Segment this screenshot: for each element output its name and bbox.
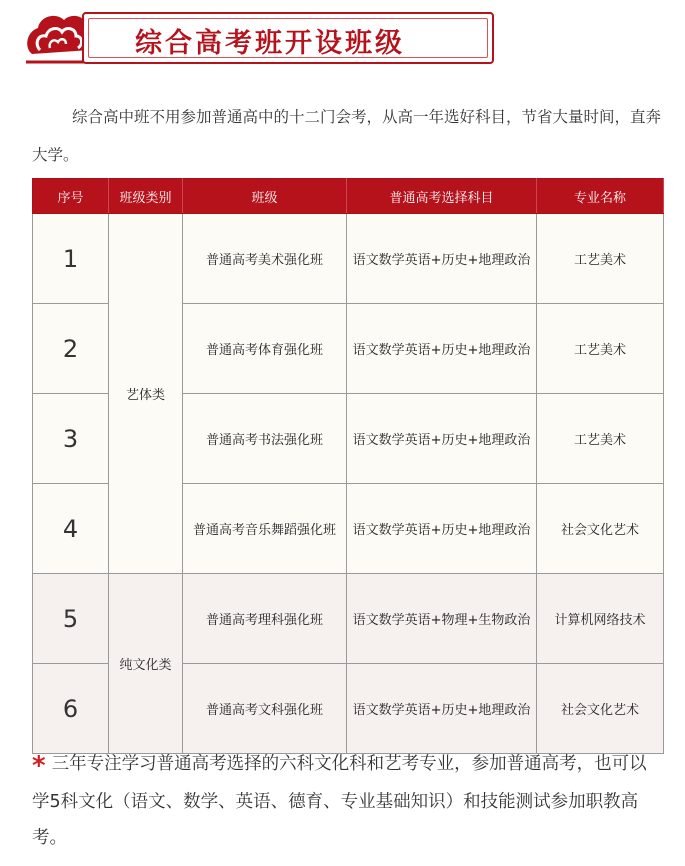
- intro-text: 综合高中班不用参加普通高中的十二门会考，从高一年选好科目，节省大量时间，直奔大学。: [32, 108, 662, 164]
- header-cell-subjects: 普通高考选择科目: [347, 179, 537, 214]
- major-cell: 社会文化艺术: [537, 664, 664, 754]
- major-cell: 社会文化艺术: [537, 484, 664, 574]
- asterisk-icon: *: [32, 751, 46, 781]
- class-name-cell: 普通高考音乐舞蹈强化班: [183, 484, 347, 574]
- header-cell-major: 专业名称: [537, 179, 664, 214]
- category-cell: 艺体类: [109, 214, 183, 574]
- row-number: 4: [33, 484, 109, 574]
- banner-title: 综合高考班开设班级: [135, 27, 405, 59]
- table-row: [33, 574, 664, 664]
- subjects-cell: 语文数学英语+历史+地理政治: [347, 664, 537, 754]
- row-number: 1: [33, 214, 109, 304]
- footnote: [32, 746, 664, 856]
- header-cell-category: 班级类别: [109, 179, 183, 214]
- intro-paragraph: [32, 98, 662, 174]
- row-number: 6: [33, 664, 109, 754]
- subjects-cell: 语文数学英语+历史+地理政治: [347, 394, 537, 484]
- class-table: [32, 178, 664, 754]
- major-cell: 工艺美术: [537, 394, 664, 484]
- class-name-cell: 普通高考体育强化班: [183, 304, 347, 394]
- class-name-cell: 普通高考理科强化班: [183, 574, 347, 664]
- subjects-cell: 语文数学英语+历史+地理政治: [347, 304, 537, 394]
- subjects-cell: 语文数学英语+历史+地理政治: [347, 214, 537, 304]
- subjects-cell: 语文数学英语+物理+生物政治: [347, 574, 537, 664]
- table-row: [33, 214, 664, 304]
- major-cell: 工艺美术: [537, 304, 664, 394]
- class-name-cell: 普通高考文科强化班: [183, 664, 347, 754]
- major-cell: 工艺美术: [537, 214, 664, 304]
- subjects-cell: 语文数学英语+历史+地理政治: [347, 484, 537, 574]
- section-banner: [22, 8, 498, 72]
- class-name-cell: 普通高考美术强化班: [183, 214, 347, 304]
- table-header-row: [33, 179, 664, 214]
- row-number: 5: [33, 574, 109, 664]
- class-name-cell: 普通高考书法强化班: [183, 394, 347, 484]
- header-cell-no: 序号: [33, 179, 109, 214]
- row-number: 2: [33, 304, 109, 394]
- header-cell-class: 班级: [183, 179, 347, 214]
- category-cell: 纯文化类: [109, 574, 183, 754]
- row-number: 3: [33, 394, 109, 484]
- footnote-text: 三年专注学习普通高考选择的六科文化科和艺考专业，参加普通高考，也可以学5科文化（语文、数学、英语、德育、专业基础知识）和技能测试参加职教高考。: [32, 754, 647, 848]
- major-cell: 计算机网络技术: [537, 574, 664, 664]
